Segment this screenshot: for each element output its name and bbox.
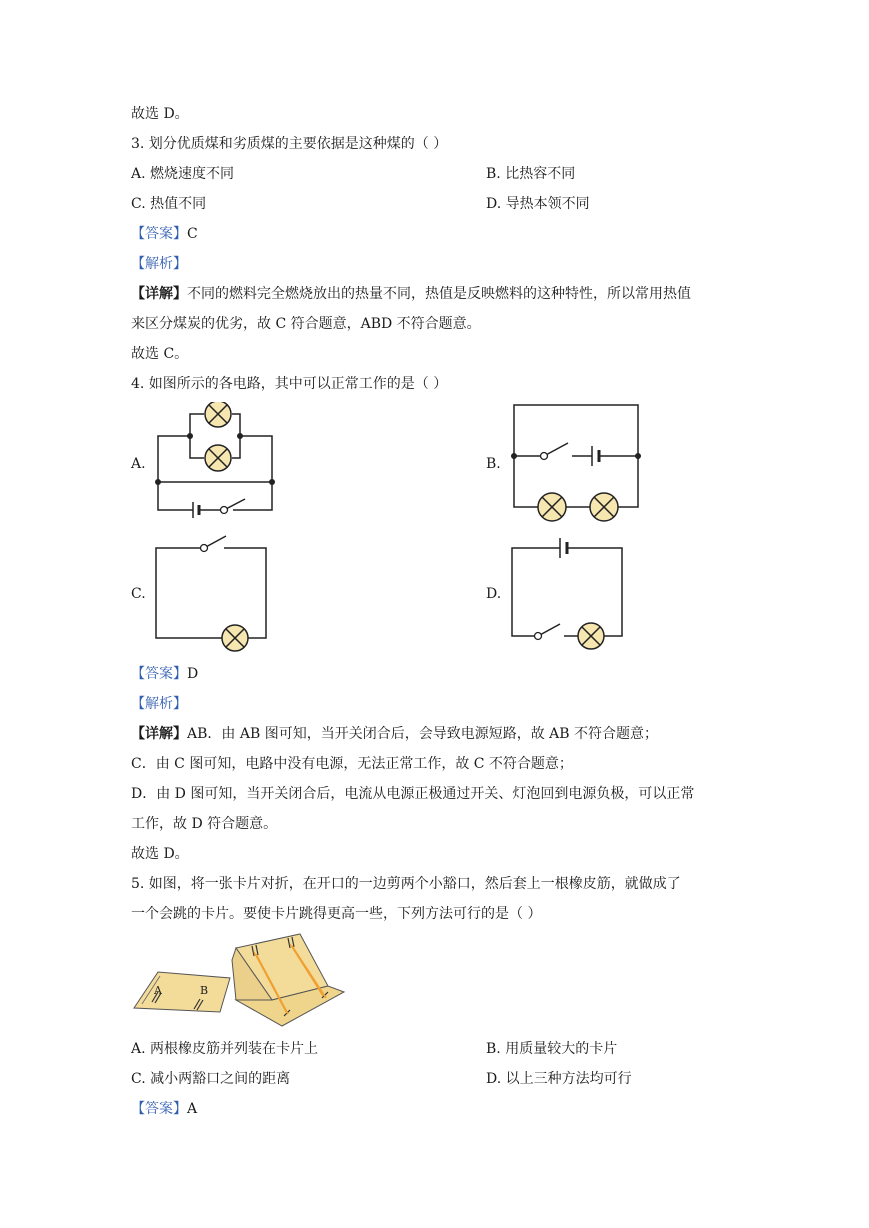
jumping-card-figure <box>132 930 346 1030</box>
q5-option-c: C. 减小两豁口之间的距离 <box>131 1071 291 1087</box>
card-label-b: B <box>200 984 209 997</box>
question-3-stem: 3. 划分优质煤和劣质煤的主要依据是这种煤的（ ） <box>131 136 448 152</box>
question-5-stem-line-2: 一个会跳的卡片。要使卡片跳得更高一些，下列方法可行的是（ ） <box>131 906 542 922</box>
detail-tag: 【详解】 <box>131 726 187 742</box>
q3-option-b: B. 比热容不同 <box>486 166 576 182</box>
answer-tag: 【答案】 <box>131 226 187 242</box>
question-5-stem-line-1: 5. 如图，将一张卡片对折，在开口的一边剪两个小豁口，然后套上一根橡皮筋，就做成了 <box>131 876 681 892</box>
circuit-c-diagram <box>150 530 274 652</box>
q3-detail-line-1 <box>131 284 691 304</box>
q3-answer <box>131 224 198 244</box>
q3-option-a: A. 燃烧速度不同 <box>131 166 235 182</box>
circuit-b-diagram <box>506 398 646 526</box>
circuit-d-label: D. <box>486 586 502 602</box>
answer-value: D <box>187 666 199 682</box>
bulb-icon <box>205 402 231 427</box>
q3-conclusion: 故选 C。 <box>131 346 189 362</box>
detail-text: 不同的燃料完全燃烧放出的热量不同，热值是反映燃料的这种特性，所以常用热值 <box>187 286 691 302</box>
bulb-icon <box>538 493 566 521</box>
answer-tag: 【答案】 <box>131 1101 187 1117</box>
q3-detail-line-2: 来区分煤炭的优劣，故 C 符合题意，ABD 不符合题意。 <box>131 316 481 332</box>
q4-conclusion: 故选 D。 <box>131 846 189 862</box>
q5-answer <box>131 1099 197 1119</box>
q4-detail-line-1 <box>131 724 658 744</box>
question-4-stem: 4. 如图所示的各电路，其中可以正常工作的是（ ） <box>131 376 448 392</box>
detail-tag: 【详解】 <box>131 286 187 302</box>
q4-detail-line-4: 工作，故 D 符合题意。 <box>131 816 278 832</box>
answer-value: C <box>187 226 198 242</box>
circuit-a-diagram <box>150 402 280 524</box>
q4-detail-line-2: C．由 C 图可知，电路中没有电源，无法正常工作，故 C 不符合题意； <box>131 756 573 772</box>
q3-analysis-tag: 【解析】 <box>131 256 187 272</box>
bulb-icon <box>578 623 604 649</box>
bulb-icon <box>222 625 248 651</box>
circuit-c-label: C. <box>131 586 146 602</box>
q3-option-d: D. 导热本领不同 <box>486 196 590 212</box>
bulb-icon <box>205 445 231 471</box>
previous-conclusion: 故选 D。 <box>131 106 189 122</box>
circuit-b-label: B. <box>486 456 501 472</box>
q4-detail-line-3: D．由 D 图可知，当开关闭合后，电流从电源正极通过开关、灯泡回到电源负极，可以正常 <box>131 786 695 802</box>
circuit-d-diagram <box>504 534 630 656</box>
circuit-a-label: A. <box>131 456 146 472</box>
answer-value: A <box>187 1101 198 1117</box>
detail-text: AB．由 AB 图可知，当开关闭合后，会导致电源短路，故 AB 不符合题意； <box>187 726 658 742</box>
q4-answer <box>131 664 198 684</box>
q4-analysis-tag: 【解析】 <box>131 696 187 712</box>
q5-option-d: D. 以上三种方法均可行 <box>486 1071 632 1087</box>
answer-tag: 【答案】 <box>131 666 187 682</box>
card-label-a: A <box>154 984 162 997</box>
q5-option-a: A. 两根橡皮筋并列装在卡片上 <box>131 1041 319 1057</box>
q3-option-c: C. 热值不同 <box>131 196 207 212</box>
q5-option-b: B. 用质量较大的卡片 <box>486 1041 618 1057</box>
bulb-icon <box>590 493 618 521</box>
